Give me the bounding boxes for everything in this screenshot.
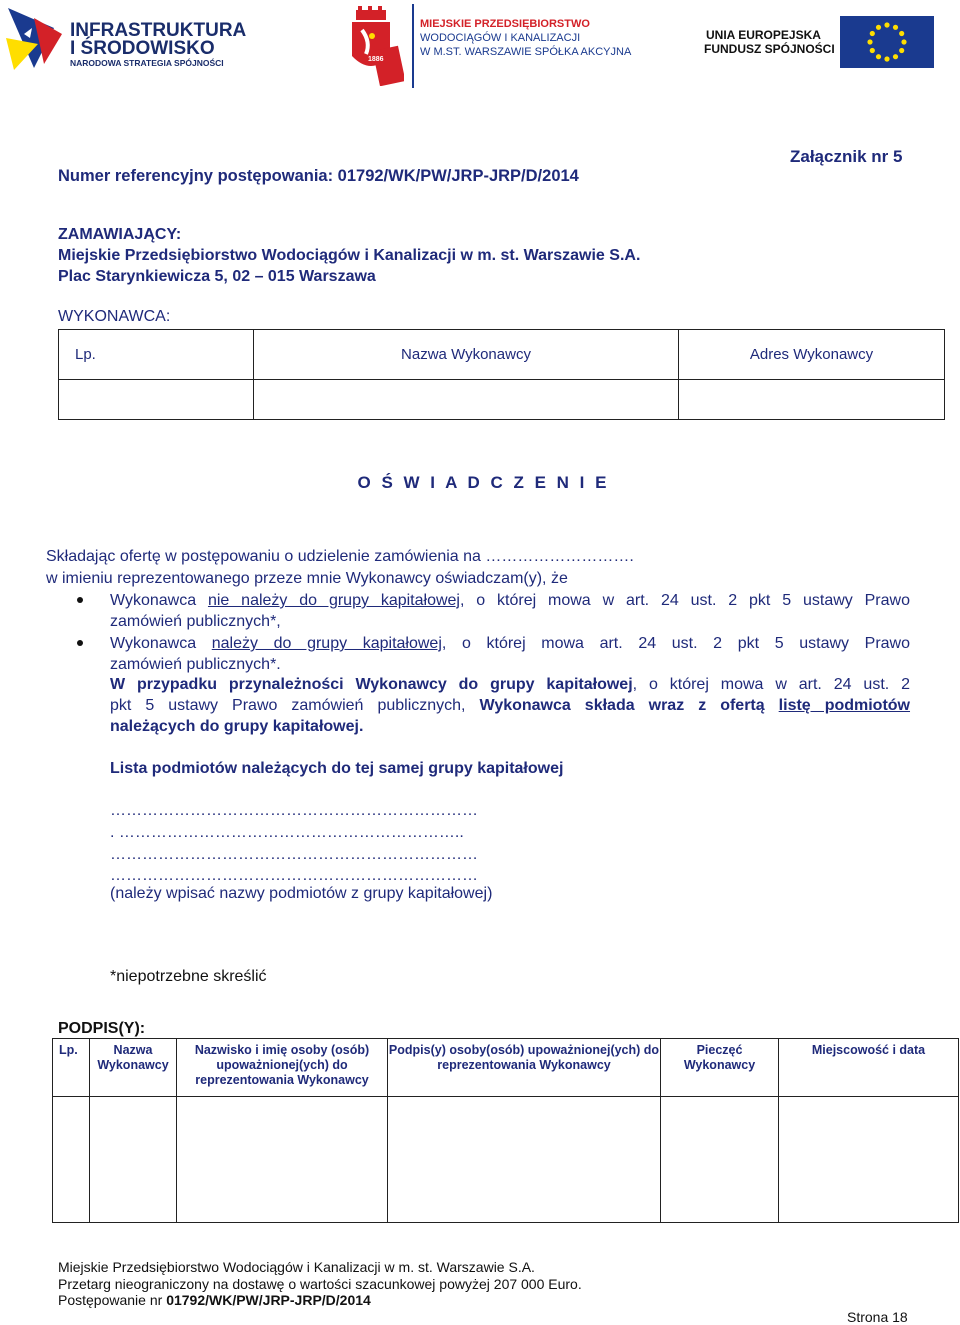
- bullet-icon: [77, 597, 83, 603]
- footer-line-1: Miejskie Przedsiębiorstwo Wodociągów i Kanalizacji w m. st. Warszawie S.A.: [58, 1259, 535, 1275]
- bullet-icon: [77, 640, 83, 646]
- infrastruktura-logo: [4, 4, 254, 74]
- bullet-1-line-1: Wykonawca nie należy do grupy kapitałowej, o której mowa w art. 24 ust. 2 pkt 5 ustawy Prawo: [110, 592, 910, 609]
- note-line-1: W przypadku przynależności Wykonawcy do grupy kapitałowej, o której mowa w art. 24 ust. 2: [110, 676, 911, 693]
- mpwik-crest-icon: [346, 6, 404, 86]
- orderer-label: ZAMAWIAJĄCY:: [58, 226, 182, 243]
- strike-note: *niepotrzebne skreślić: [110, 968, 267, 985]
- sig-cell-person[interactable]: [177, 1097, 388, 1223]
- eu-logo: [700, 14, 940, 70]
- signatures-label: PODPIS(Y):: [58, 1020, 146, 1037]
- attachment-label: Załącznik nr 5: [790, 147, 903, 166]
- list-title: Lista podmiotów należących do tej samej grupy kapitałowej: [110, 760, 564, 777]
- note-line-2: pkt 5 ustawy Prawo zamówień publicznych, Wykonawca składa wraz z ofertą listę podmiotów: [110, 697, 911, 714]
- mpwik-name-3: W M.ST. WARSZAWIE SPÓŁKA AKCYJNA: [420, 46, 632, 58]
- eu-title-2: FUNDUSZ SPÓJNOŚCI: [704, 42, 835, 56]
- col-name: Nazwa Wykonawcy: [254, 330, 679, 380]
- intro-line-1: Składając ofertę w postępowaniu o udzielenie zamówienia na ……………………….: [46, 548, 634, 565]
- cell-lp-input[interactable]: [59, 380, 254, 420]
- col-lp: Lp.: [59, 330, 254, 380]
- mpwik-name-1: MIEJSKIE PRZEDSIĘBIORSTWO: [420, 18, 590, 30]
- col-address: Adres Wykonawcy: [679, 330, 945, 380]
- reference-number: Numer referencyjny postępowania: 01792/WK/PW/JRP-JRP/D/2014: [58, 167, 579, 185]
- sig-cell-stamp[interactable]: [661, 1097, 779, 1223]
- infra-title-1: INFRASTRUKTURA: [70, 20, 247, 41]
- signature-table: [52, 1038, 959, 1223]
- table-row: [59, 330, 945, 380]
- not-in-group-text: nie należy do grupy kapitałowej: [207, 592, 460, 609]
- sig-col-stamp: Pieczęć Wykonawcy: [661, 1039, 779, 1097]
- table-row[interactable]: [53, 1097, 959, 1223]
- list-line-1[interactable]: ……………………………………………………………: [110, 802, 478, 819]
- orderer-name: Miejskie Przedsiębiorstwo Wodociągów i Kanalizacji w m. st. Warszawie S.A.: [58, 247, 641, 264]
- bullet-1-line-2: zamówień publicznych*,: [110, 613, 281, 630]
- eu-flag-icon: [840, 16, 934, 68]
- sig-col-lp: Lp.: [53, 1039, 90, 1097]
- bullet-2-line-1: Wykonawca należy do grupy kapitałowej, o której mowa art. 24 ust. 2 pkt 5 ustawy Prawo: [110, 635, 911, 652]
- list-line-3[interactable]: ……………………………………………………………: [110, 846, 478, 863]
- mpwik-divider: [412, 4, 414, 88]
- mpwik-logo: [346, 4, 636, 86]
- infrastruktura-emblem-icon: [4, 4, 66, 72]
- cell-address-input[interactable]: [679, 380, 945, 420]
- table-row: [53, 1039, 959, 1097]
- footer-line-2: Przetarg nieograniczony na dostawę o wartości szacunkowej powyżej 207 000 Euro.: [58, 1276, 582, 1292]
- sig-cell-lp[interactable]: [53, 1097, 90, 1223]
- mpwik-badge-year: 1886: [368, 56, 384, 63]
- mpwik-name-2: WODOCIĄGÓW I KANALIZACJI: [420, 32, 581, 44]
- table-row[interactable]: [59, 380, 945, 420]
- in-group-text: należy do grupy kapitałowej: [211, 635, 442, 652]
- sig-cell-sign[interactable]: [388, 1097, 661, 1223]
- footer-line-3: Postępowanie nr 01792/WK/PW/JRP-JRP/D/2014: [58, 1292, 371, 1308]
- orderer-address: Plac Starynkiewicza 5, 02 – 015 Warszawa: [58, 268, 376, 285]
- list-line-2[interactable]: . ………………………………………………………..: [110, 824, 464, 841]
- infra-subtitle: NARODOWA STRATEGIA SPÓJNOŚCI: [70, 58, 224, 68]
- bullet-2-line-2: zamówień publicznych*.: [110, 656, 281, 673]
- sig-col-sign: Podpis(y) osoby(osób) upoważnionej(ych) do reprezentowania Wykonawcy: [388, 1039, 661, 1097]
- sig-col-person: Nazwisko i imię osoby (osób) upoważnionej(ych) do reprezentowania Wykonawcy: [177, 1039, 388, 1097]
- list-line-4[interactable]: ……………………………………………………………: [110, 867, 478, 884]
- cell-name-input[interactable]: [254, 380, 679, 420]
- intro-line-2: w imieniu reprezentowanego przeze mnie Wykonawcy oświadczam(y), że: [46, 570, 568, 587]
- contractor-label: WYKONAWCA:: [58, 308, 171, 325]
- sig-cell-place[interactable]: [779, 1097, 959, 1223]
- contractor-table: [58, 329, 945, 420]
- statement-title: O Ś W I A D C Z E N I E: [357, 473, 609, 492]
- eu-title-1: UNIA EUROPEJSKA: [706, 28, 821, 42]
- note-line-3: należących do grupy kapitałowej.: [110, 718, 364, 735]
- sig-col-name: Nazwa Wykonawcy: [90, 1039, 177, 1097]
- sig-col-place: Miejscowość i data: [779, 1039, 959, 1097]
- sig-cell-name[interactable]: [90, 1097, 177, 1223]
- infra-title-2: I ŚRODOWISKO: [70, 38, 215, 59]
- page-number: Strona 18: [847, 1309, 908, 1325]
- list-hint: (należy wpisać nazwy podmiotów z grupy kapitałowej): [110, 885, 493, 902]
